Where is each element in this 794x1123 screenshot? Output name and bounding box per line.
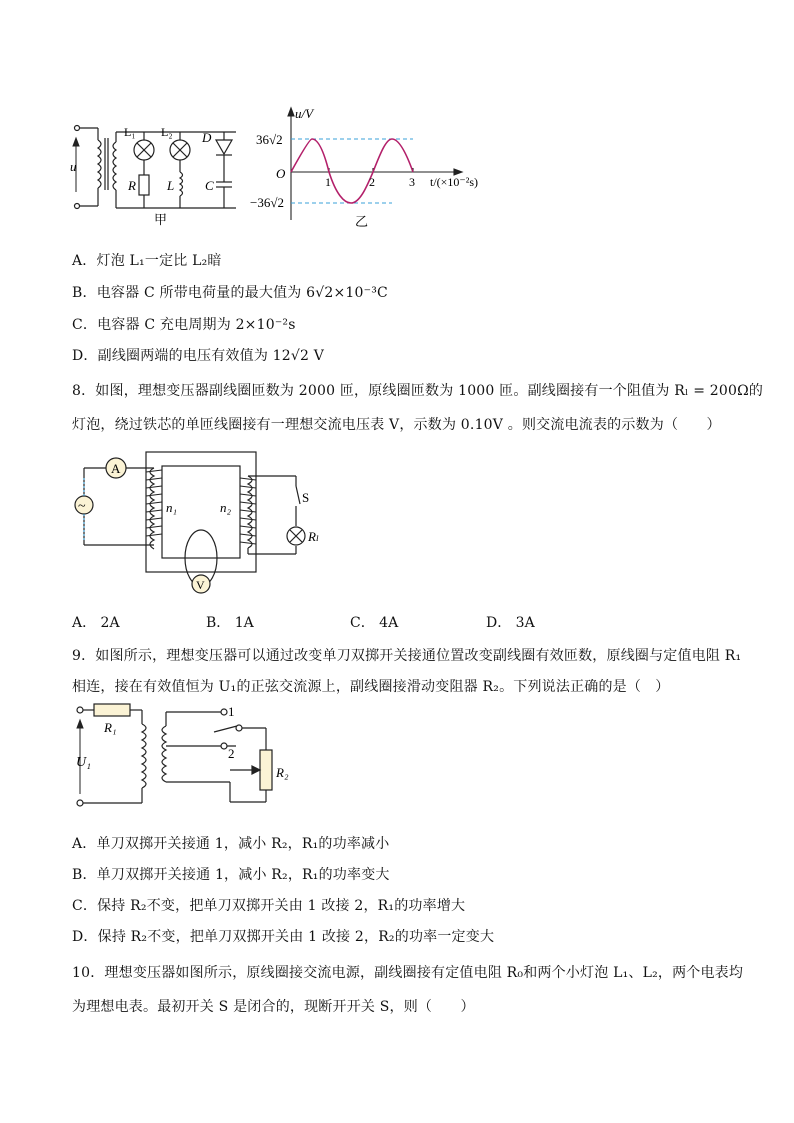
label-D: D	[202, 130, 212, 145]
q8-option-a: A． 2A	[72, 615, 120, 631]
q10-stem-line1: 10．理想变压器如图所示，原线圈接交流电源，副线圈接有定值电阻 R₀和两个小灯泡 L₁、L₂，两个电表均	[72, 965, 744, 981]
q8-option-b: B． 1A	[206, 615, 254, 631]
label-L2: L₂	[161, 125, 173, 139]
q9-stem-line1: 9．如图所示，理想变压器可以通过改变单刀双掷开关接通位置改变副线圈有效匝数，原线圈与定值电阻 R₁	[72, 648, 742, 664]
n2-label: n₂	[220, 500, 232, 515]
load-label: Rₗ	[308, 529, 320, 544]
x-axis-label: t/(×10⁻²s)	[430, 175, 479, 189]
caption-yi: 乙	[355, 214, 369, 229]
q8-transformer-figure	[70, 448, 330, 598]
y-axis-label: u/V	[295, 106, 314, 121]
q7-waveform-figure-yi	[250, 100, 500, 235]
q8-stem-line1: 8．如图，理想变压器副线圈匝数为 2000 匝，原线圈匝数为 1000 匝。副线圈接有一个阻值为 Rₗ = 200Ω的	[72, 383, 764, 399]
y-top-label: 36√2	[256, 132, 283, 147]
r1-label: R₁	[104, 720, 117, 735]
x-tick-1: 1	[325, 175, 331, 189]
label-L: L	[167, 178, 175, 193]
q10-stem-line2: 为理想电表。最初开关 S 是闭合的，现断开开关 S，则（ ）	[72, 999, 475, 1015]
switch-pos-2: 2	[228, 746, 235, 761]
label-L1: L₁	[124, 125, 136, 139]
q7-circuit-figure-jia	[60, 120, 250, 230]
q8-option-d: D． 3A	[486, 615, 535, 631]
q7-option-b: B．电容器 C 所带电荷量的最大值为 6√2×10⁻³C	[72, 285, 388, 301]
label-C: C	[205, 178, 214, 193]
x-tick-3: 3	[409, 175, 415, 189]
origin-label: O	[276, 166, 286, 181]
y-bottom-label: −36√2	[250, 195, 284, 210]
x-tick-2: 2	[369, 175, 375, 189]
q9-option-b: B．单刀双掷开关接通 1，减小 R₂，R₁的功率变大	[72, 867, 390, 883]
q7-option-d: D．副线圈两端的电压有效值为 12√2 V	[72, 348, 325, 364]
q9-option-a: A．单刀双掷开关接通 1，减小 R₂，R₁的功率减小	[72, 836, 390, 852]
q9-transformer-figure	[66, 702, 306, 812]
q8-option-c: C． 4A	[350, 615, 399, 631]
u1-label: U₁	[76, 755, 91, 770]
ammeter-label: A	[111, 461, 121, 476]
ac-source-label: ~	[78, 499, 86, 514]
switch-pos-1: 1	[228, 704, 235, 719]
r2-label: R₂	[276, 765, 289, 780]
q9-option-c: C．保持 R₂不变，把单刀双掷开关由 1 改接 2，R₁的功率增大	[72, 898, 466, 914]
q9-option-d: D．保持 R₂不变，把单刀双掷开关由 1 改接 2，R₂的功率一定变大	[72, 929, 495, 945]
n1-label: n₁	[166, 500, 178, 515]
q8-stem-line2: 灯泡，绕过铁芯的单匝线圈接有一理想交流电压表 V，示数为 0.10V 。则交流电流表的示数为（ ）	[72, 417, 721, 433]
voltmeter-label: V	[196, 578, 205, 592]
caption-jia: 甲	[154, 212, 168, 227]
switch-label: S	[302, 490, 310, 505]
label-R: R	[128, 178, 136, 193]
label-u: u	[70, 159, 77, 174]
q7-option-c: C．电容器 C 充电周期为 2×10⁻²s	[72, 317, 296, 333]
q9-stem-line2: 相连，接在有效值恒为 U₁的正弦交流源上，副线圈接滑动变阻器 R₂。下列说法正确的是（ ）	[72, 679, 670, 695]
waveform-curve	[291, 139, 413, 203]
q7-option-a: A．灯泡 L₁一定比 L₂暗	[72, 253, 222, 269]
